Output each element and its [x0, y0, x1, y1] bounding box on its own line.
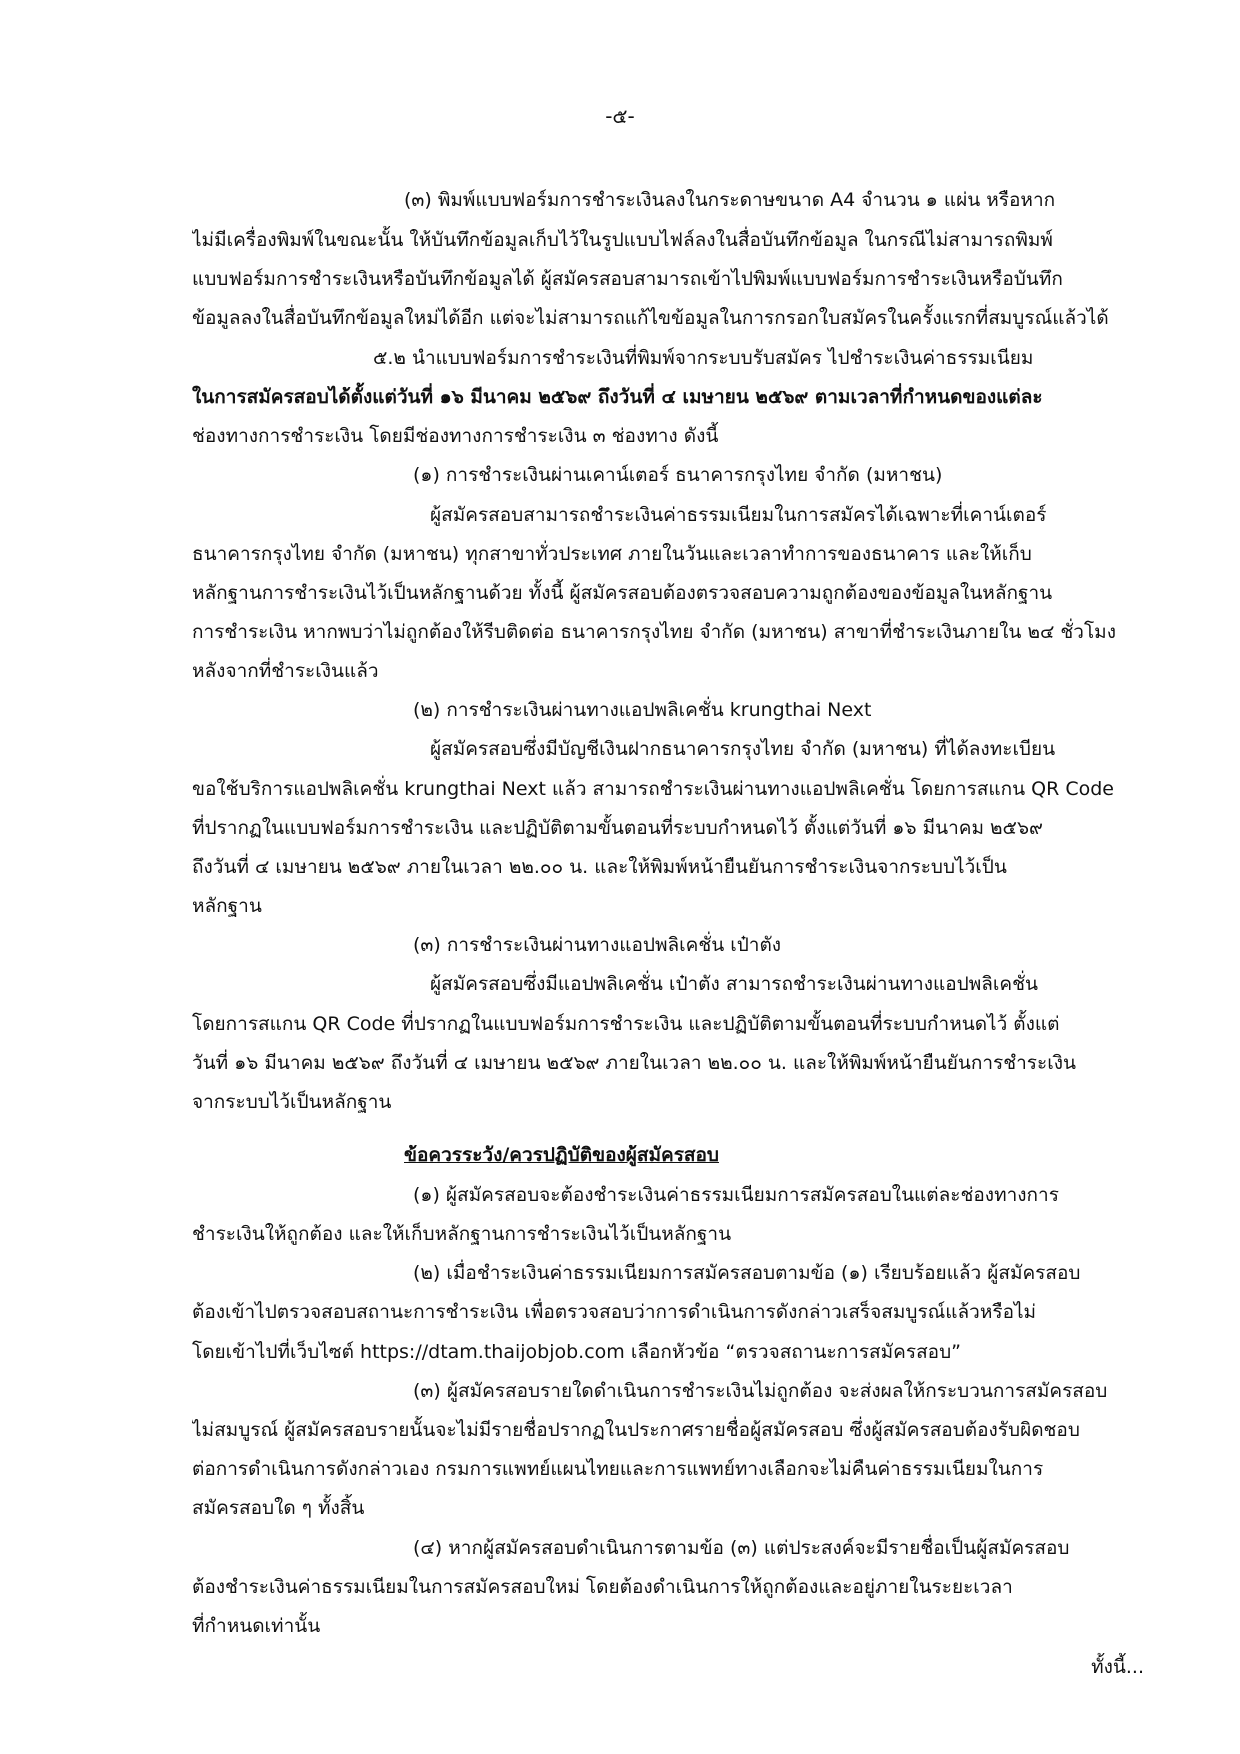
text-line: ไม่สมบูรณ์ ผู้สมัครสอบรายนั้นจะไม่มีรายชื่อปรากฏในประกาศรายชื่อผู้สมัครสอบ ซึ่งผู้สมัครสอบต้องรับผิดชอบ [192, 1419, 1080, 1441]
text-line: ชำระเงินให้ถูกต้อง และให้เก็บหลักฐานการชำระเงินไว้เป็นหลักฐาน [192, 1223, 732, 1245]
text-line-bold: ในการสมัครสอบได้ตั้งแต่วันที่ ๑๖ มีนาคม ๒๕๖๙ ถึงวันที่ ๔ เมษายน ๒๕๖๙ ตามเวลาที่กำหนดของแต่ละ [192, 386, 1043, 408]
text-line: (๒) การชำระเงินผ่านทางแอปพลิเคชั่น krungthai Next [413, 699, 872, 721]
text-line: วันที่ ๑๖ มีนาคม ๒๕๖๙ ถึงวันที่ ๔ เมษายน ๒๕๖๙ ภายในเวลา ๒๒.๐๐ น. และให้พิมพ์หน้ายืนยันการชำระเงิน [192, 1052, 1076, 1074]
text-line: ช่องทางการชำระเงิน โดยมีช่องทางการชำระเงิน ๓ ช่องทาง ดังนี้ [192, 425, 719, 447]
text-line: ต้องชำระเงินค่าธรรมเนียมในการสมัครสอบใหม่ โดยต้องดำเนินการให้ถูกต้องและอยู่ภายในระยะเวลา [192, 1576, 1013, 1598]
text-line: ต่อการดำเนินการดังกล่าวเอง กรมการแพทย์แผนไทยและการแพทย์ทางเลือกจะไม่คืนค่าธรรมเนียมในการ [192, 1458, 1044, 1480]
text-line: (๓) การชำระเงินผ่านทางแอปพลิเคชั่น เป๋าตัง [413, 934, 782, 956]
continuation-text: ทั้งนี้... [1091, 1656, 1144, 1678]
text-line: หลักฐาน [192, 895, 262, 917]
text-line: ผู้สมัครสอบซึ่งมีแอปพลิเคชั่น เป๋าตัง สามารถชำระเงินผ่านทางแอปพลิเคชั่น [430, 973, 1038, 995]
text-line: จากระบบไว้เป็นหลักฐาน [192, 1091, 392, 1113]
text-line: ผู้สมัครสอบสามารถชำระเงินค่าธรรมเนียมในการสมัครได้เฉพาะที่เคาน์เตอร์ [430, 504, 1047, 526]
text-line: (๔) หากผู้สมัครสอบดำเนินการตามข้อ (๓) แต่ประสงค์จะมีรายชื่อเป็นผู้สมัครสอบ [413, 1537, 1070, 1559]
text-line: สมัครสอบใด ๆ ทั้งสิ้น [192, 1497, 365, 1519]
text-line: ข้อมูลลงในสื่อบันทึกข้อมูลใหม่ได้อีก แต่จะไม่สามารถแก้ไขข้อมูลในการกรอกใบสมัครในครั้งแรกที่สมบูรณ์แล้วได้ [192, 307, 1109, 329]
text-line: ถึงวันที่ ๔ เมษายน ๒๕๖๙ ภายในเวลา ๒๒.๐๐ น. และให้พิมพ์หน้ายืนยันการชำระเงินจากระบบไว้เป็น [192, 856, 1007, 878]
text-line: ๕.๒ นำแบบฟอร์มการชำระเงินที่พิมพ์จากระบบรับสมัคร ไปชำระเงินค่าธรรมเนียม [373, 347, 1034, 369]
text-line: (๓) ผู้สมัครสอบรายใดดำเนินการชำระเงินไม่ถูกต้อง จะส่งผลให้กระบวนการสมัครสอบ [413, 1380, 1108, 1402]
section-heading: ข้อควรระวัง/ควรปฏิบัติของผู้สมัครสอบ [404, 1144, 719, 1166]
text-line: ที่กำหนดเท่านั้น [192, 1615, 321, 1637]
text-line: โดยเข้าไปที่เว็บไซต์ https://dtam.thaijobjob.com เลือกหัวข้อ “ตรวจสถานะการสมัครสอบ” [192, 1341, 961, 1363]
text-line: (๒) เมื่อชำระเงินค่าธรรมเนียมการสมัครสอบตามข้อ (๑) เรียบร้อยแล้ว ผู้สมัครสอบ [413, 1262, 1081, 1284]
text-line: หลักฐานการชำระเงินไว้เป็นหลักฐานด้วย ทั้งนี้ ผู้สมัครสอบต้องตรวจสอบความถูกต้องของข้อมูลในหลักฐาน [192, 582, 1053, 604]
text-line: (๑) การชำระเงินผ่านเคาน์เตอร์ ธนาคารกรุงไทย จำกัด (มหาชน) [413, 464, 943, 486]
text-line: แบบฟอร์มการชำระเงินหรือบันทึกข้อมูลได้ ผู้สมัครสอบสามารถเข้าไปพิมพ์แบบฟอร์มการชำระเงินหรือบันทึก [192, 268, 1063, 290]
text-line: ขอใช้บริการแอปพลิเคชั่น krungthai Next แล้ว สามารถชำระเงินผ่านทางแอปพลิเคชั่น โดยการสแกน QR Code [192, 778, 1114, 800]
text-line: การชำระเงิน หากพบว่าไม่ถูกต้องให้รีบติดต่อ ธนาคารกรุงไทย จำกัด (มหาชน) สาขาที่ชำระเงินภายใน ๒๔ ชั่วโมง [192, 621, 1116, 643]
text-line: ที่ปรากฏในแบบฟอร์มการชำระเงิน และปฏิบัติตามขั้นตอนที่ระบบกำหนดไว้ ตั้งแต่วันที่ ๑๖ มีนาคม ๒๕๖๙ [192, 817, 1043, 839]
text-line: (๑) ผู้สมัครสอบจะต้องชำระเงินค่าธรรมเนียมการสมัครสอบในแต่ละช่องทางการ [413, 1184, 1059, 1206]
page-number: -๕- [605, 104, 635, 128]
text-line: ต้องเข้าไปตรวจสอบสถานะการชำระเงิน เพื่อตรวจสอบว่าการดำเนินการดังกล่าวเสร็จสมบูรณ์แล้วหรือไม่ [192, 1301, 1037, 1323]
text-line: หลังจากที่ชำระเงินแล้ว [192, 660, 379, 682]
text-line: โดยการสแกน QR Code ที่ปรากฏในแบบฟอร์มการชำระเงิน และปฏิบัติตามขั้นตอนที่ระบบกำหนดไว้ ตั้งแต่ [192, 1013, 1060, 1035]
text-line: (๓) พิมพ์แบบฟอร์มการชำระเงินลงในกระดาษขนาด A4 จำนวน ๑ แผ่น หรือหาก [404, 189, 1056, 211]
text-line: ธนาคารกรุงไทย จำกัด (มหาชน) ทุกสาขาทั่วประเทศ ภายในวันและเวลาทำการของธนาคาร และให้เก็บ [192, 543, 1032, 565]
text-line: ผู้สมัครสอบซึ่งมีบัญชีเงินฝากธนาคารกรุงไทย จำกัด (มหาชน) ที่ได้ลงทะเบียน [430, 738, 1056, 760]
text-line: ไม่มีเครื่องพิมพ์ในขณะนั้น ให้บันทึกข้อมูลเก็บไว้ในรูปแบบไฟล์ลงในสื่อบันทึกข้อมูล ในกรณีไม่สามารถพิมพ์ [192, 229, 1053, 251]
